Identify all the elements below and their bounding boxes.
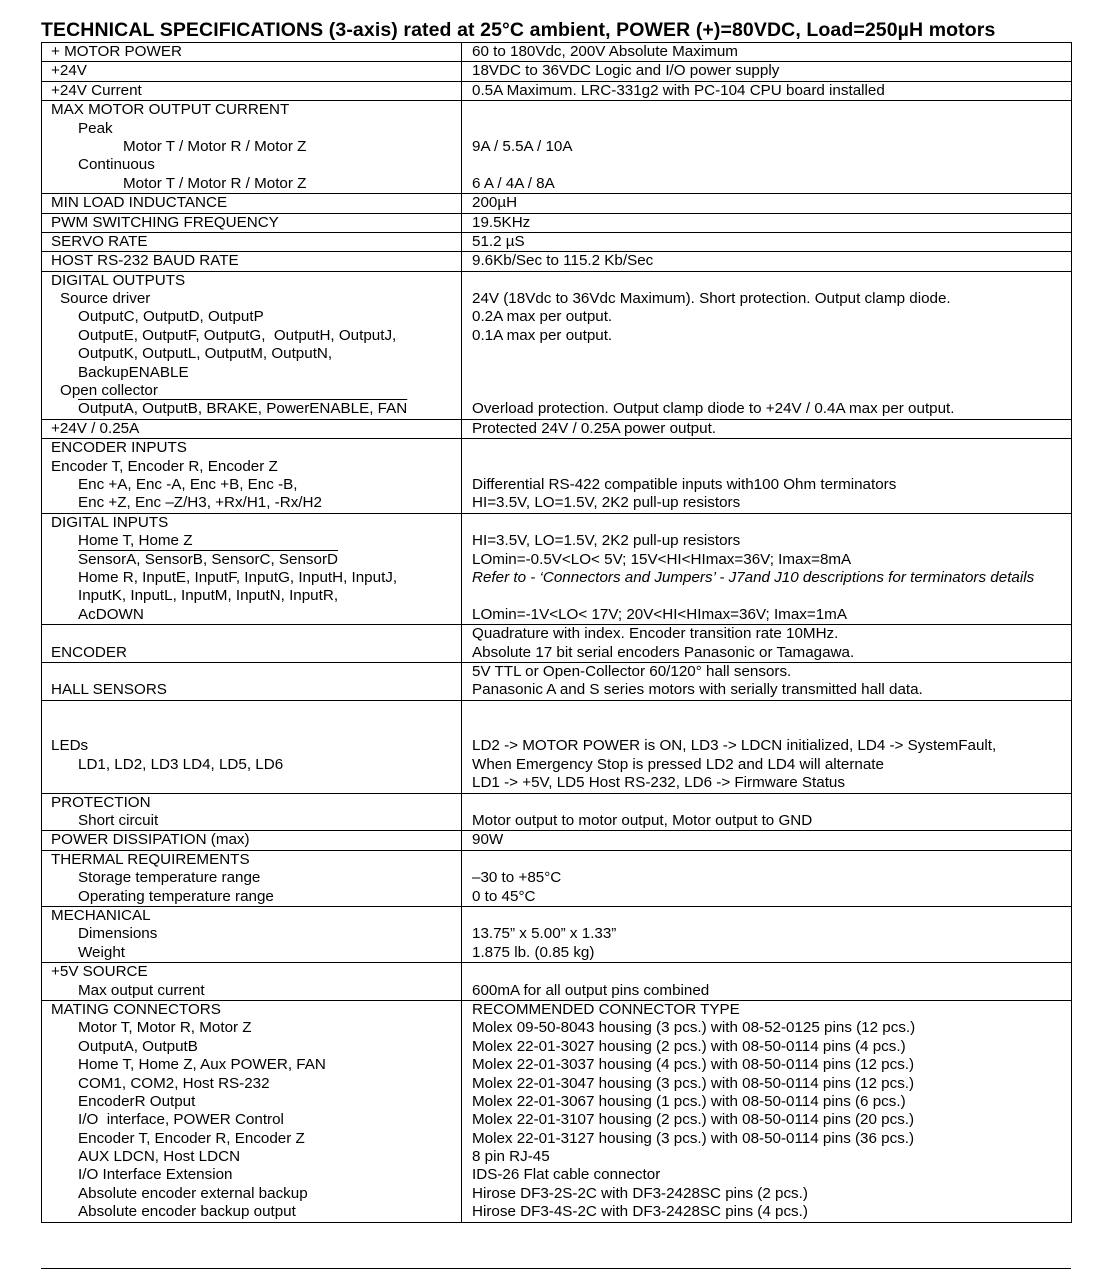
text-line xyxy=(51,869,461,887)
spec-value-cell xyxy=(462,963,1072,1001)
spec-row xyxy=(42,232,1072,251)
text-line xyxy=(51,681,461,699)
text-line xyxy=(472,458,1071,476)
parameter-line: MIN LOAD INDUCTANCE xyxy=(51,194,228,212)
value-line: 0.2A max per output. xyxy=(472,308,613,326)
parameter-line: ENCODER INPUTS xyxy=(51,439,187,457)
text-line xyxy=(472,663,1071,681)
text-line xyxy=(472,43,1071,61)
text-line xyxy=(472,101,1071,119)
parameter-line: Storage temperature range xyxy=(78,869,261,887)
text-line xyxy=(51,233,461,251)
text-line xyxy=(51,1148,461,1166)
page-title: TECHNICAL SPECIFICATIONS (3-axis) rated at 25°C ambient, POWER (+)=80VDC, Load=250µH motors xyxy=(41,19,996,41)
spec-row xyxy=(42,625,1072,663)
spec-value-cell xyxy=(462,194,1072,213)
text-line xyxy=(472,851,1071,869)
text-line xyxy=(51,1111,461,1129)
text-line xyxy=(472,514,1071,532)
parameter-line: OutputA, OutputB xyxy=(78,1037,198,1055)
text-line xyxy=(472,1093,1071,1111)
spec-parameter-cell xyxy=(42,662,462,700)
text-line xyxy=(51,701,461,719)
parameter-line: MATING CONNECTORS xyxy=(51,1000,221,1018)
parameter-line: Home T, Home Z xyxy=(78,532,193,550)
value-line: RECOMMENDED CONNECTOR TYPE xyxy=(472,1000,740,1018)
spec-parameter-cell xyxy=(42,271,462,419)
spec-parameter-cell xyxy=(42,81,462,100)
text-line xyxy=(51,737,461,755)
parameter-line: +24V Current xyxy=(51,81,142,99)
spec-value-cell xyxy=(462,43,1072,62)
text-line xyxy=(472,382,1071,400)
spec-row xyxy=(42,831,1072,850)
parameter-line: PROTECTION xyxy=(51,793,151,811)
text-line xyxy=(472,701,1071,719)
text-line xyxy=(472,569,1071,587)
text-line xyxy=(51,290,461,308)
text-line xyxy=(51,551,461,569)
parameter-line: HOST RS-232 BAUD RATE xyxy=(51,252,239,270)
value-line: Molex 22-01-3047 housing (3 pcs.) with 08-50-0114 pins (12 pcs.) xyxy=(472,1074,915,1092)
text-line xyxy=(472,1148,1071,1166)
parameter-line: Operating temperature range xyxy=(78,887,274,905)
parameter-line: ENCODER xyxy=(51,643,127,661)
spec-value-cell xyxy=(462,419,1072,438)
spec-row xyxy=(42,700,1072,793)
spec-table xyxy=(41,42,1072,1223)
spec-value-cell xyxy=(462,439,1072,514)
text-line xyxy=(472,869,1071,887)
spec-value-cell xyxy=(462,1000,1072,1222)
parameter-line: Open collector xyxy=(60,382,158,400)
spec-value-cell xyxy=(462,700,1072,793)
text-line xyxy=(472,252,1071,270)
spec-parameter-cell xyxy=(42,252,462,271)
text-line xyxy=(51,120,461,138)
parameter-line: OutputE, OutputF, OutputG, OutputH, OutputJ, xyxy=(78,326,397,344)
value-line: 9A / 5.5A / 10A xyxy=(472,137,573,155)
spec-parameter-cell xyxy=(42,213,462,232)
text-line xyxy=(51,794,461,812)
text-line xyxy=(472,907,1071,925)
value-line: 0 to 45°C xyxy=(472,887,536,905)
parameter-line: Weight xyxy=(78,943,125,961)
parameter-line: Absolute encoder external backup xyxy=(78,1184,308,1202)
text-line xyxy=(51,1038,461,1056)
text-line xyxy=(51,944,461,962)
text-line xyxy=(472,400,1071,418)
text-line xyxy=(51,907,461,925)
text-line xyxy=(472,364,1071,382)
text-line xyxy=(51,663,461,681)
text-line xyxy=(51,925,461,943)
parameter-line: AcDOWN xyxy=(78,605,144,623)
text-line xyxy=(472,214,1071,232)
text-line xyxy=(472,476,1071,494)
text-line xyxy=(51,625,461,643)
parameter-line: Short circuit xyxy=(78,812,159,830)
text-line xyxy=(51,476,461,494)
text-line xyxy=(51,606,461,624)
parameter-line: Home T, Home Z, Aux POWER, FAN xyxy=(78,1056,326,1074)
parameter-line: Absolute encoder backup output xyxy=(78,1203,296,1221)
parameter-line: +24V xyxy=(51,62,87,80)
parameter-line: MECHANICAL xyxy=(51,906,151,924)
spec-value-cell xyxy=(462,81,1072,100)
parameter-line: DIGITAL OUTPUTS xyxy=(51,271,186,289)
value-line: IDS-26 Flat cable connector xyxy=(472,1166,661,1184)
spec-parameter-cell xyxy=(42,850,462,906)
value-line: LD2 -> MOTOR POWER is ON, LD3 -> LDCN initialized, LD4 -> SystemFault, xyxy=(472,737,997,755)
value-line: 1.875 lb. (0.85 kg) xyxy=(472,943,595,961)
value-line: 8 pin RJ-45 xyxy=(472,1148,550,1166)
value-line: 19.5KHz xyxy=(472,213,531,231)
value-line: Molex 22-01-3127 housing (3 pcs.) with 08-50-0114 pins (36 pcs.) xyxy=(472,1129,915,1147)
text-line xyxy=(472,420,1071,438)
text-line xyxy=(472,644,1071,662)
spec-parameter-cell xyxy=(42,194,462,213)
parameter-line: I/O interface, POWER Control xyxy=(78,1111,284,1129)
text-line xyxy=(51,1019,461,1037)
text-line xyxy=(51,644,461,662)
text-line xyxy=(472,831,1071,849)
value-line: 18VDC to 36VDC Logic and I/O power supply xyxy=(472,62,780,80)
parameter-line: AUX LDCN, Host LDCN xyxy=(78,1148,241,1166)
text-line xyxy=(472,494,1071,512)
spec-parameter-cell xyxy=(42,625,462,663)
spec-row xyxy=(42,662,1072,700)
spec-value-cell xyxy=(462,101,1072,194)
parameter-line: DIGITAL INPUTS xyxy=(51,513,169,531)
value-line: HI=3.5V, LO=1.5V, 2K2 pull-up resistors xyxy=(472,494,741,512)
text-line xyxy=(472,62,1071,80)
text-line xyxy=(51,1093,461,1111)
text-line xyxy=(51,364,461,382)
text-line xyxy=(51,514,461,532)
spec-row xyxy=(42,439,1072,514)
spec-value-cell xyxy=(462,831,1072,850)
value-line: 90W xyxy=(472,831,504,849)
spec-parameter-cell xyxy=(42,101,462,194)
text-line xyxy=(472,439,1071,457)
spec-row xyxy=(42,62,1072,81)
parameter-line: SensorA, SensorB, SensorC, SensorD xyxy=(78,550,338,568)
value-line: Refer to - ‘Connectors and Jumpers’ - J7and J10 descriptions for terminators details xyxy=(472,568,1035,586)
text-line xyxy=(472,737,1071,755)
text-line xyxy=(472,812,1071,830)
value-line: 0.5A Maximum. LRC-331g2 with PC-104 CPU board installed xyxy=(472,81,885,99)
text-line xyxy=(51,851,461,869)
text-line xyxy=(51,252,461,270)
text-line xyxy=(472,120,1071,138)
spec-row xyxy=(42,906,1072,962)
text-line xyxy=(51,963,461,981)
text-line xyxy=(51,587,461,605)
spec-parameter-cell xyxy=(42,700,462,793)
parameter-line: +5V SOURCE xyxy=(51,963,148,981)
parameter-line: BackupENABLE xyxy=(78,363,189,381)
value-line: Differential RS-422 compatible inputs with100 Ohm terminators xyxy=(472,475,897,493)
text-line xyxy=(51,101,461,119)
parameter-line: InputK, InputL, InputM, InputN, InputR, xyxy=(78,587,339,605)
text-line xyxy=(51,82,461,100)
text-line xyxy=(51,214,461,232)
parameter-line: Motor T, Motor R, Motor Z xyxy=(78,1019,252,1037)
text-line xyxy=(472,327,1071,345)
text-line xyxy=(472,1130,1071,1148)
text-line xyxy=(51,138,461,156)
value-line: Hirose DF3-2S-2C with DF3-2428SC pins (2 pcs.) xyxy=(472,1184,808,1202)
text-line xyxy=(472,272,1071,290)
value-line: HI=3.5V, LO=1.5V, 2K2 pull-up resistors xyxy=(472,532,741,550)
value-line: 5V TTL or Open-Collector 60/120° hall sensors. xyxy=(472,662,792,680)
value-line: 9.6Kb/Sec to 115.2 Kb/Sec xyxy=(472,252,654,270)
parameter-line: Motor T / Motor R / Motor Z xyxy=(123,174,307,192)
text-line xyxy=(472,1038,1071,1056)
parameter-line: LEDs xyxy=(51,737,89,755)
spec-row xyxy=(42,1000,1072,1222)
value-line: –30 to +85°C xyxy=(472,869,562,887)
spec-value-cell xyxy=(462,850,1072,906)
value-line: Motor output to motor output, Motor output to GND xyxy=(472,812,813,830)
spec-row xyxy=(42,419,1072,438)
value-line: LOmin=-1V<LO< 17V; 20V<HI<HImax=36V; Imax=1mA xyxy=(472,605,847,623)
spec-parameter-cell xyxy=(42,439,462,514)
text-line xyxy=(472,345,1071,363)
text-line xyxy=(51,458,461,476)
parameter-line: Peak xyxy=(78,119,113,137)
text-line xyxy=(472,1203,1071,1221)
parameter-line: Enc +A, Enc -A, Enc +B, Enc -B, xyxy=(78,475,298,493)
text-line xyxy=(51,1185,461,1203)
value-line: Molex 22-01-3037 housing (4 pcs.) with 08-50-0114 pins (12 pcs.) xyxy=(472,1056,915,1074)
value-line: 24V (18Vdc to 36Vdc Maximum). Short protection. Output clamp diode. xyxy=(472,290,951,308)
text-line xyxy=(51,62,461,80)
value-line: 600mA for all output pins combined xyxy=(472,981,710,999)
text-line xyxy=(51,156,461,174)
parameter-line: POWER DISSIPATION (max) xyxy=(51,831,250,849)
spec-row xyxy=(42,213,1072,232)
value-line: 0.1A max per output. xyxy=(472,326,613,344)
parameter-line: OutputA, OutputB, BRAKE, PowerENABLE, FAN xyxy=(78,400,408,418)
parameter-line: Max output current xyxy=(78,981,205,999)
spec-value-cell xyxy=(462,252,1072,271)
spec-parameter-cell xyxy=(42,793,462,831)
text-line xyxy=(51,194,461,212)
parameter-line: PWM SWITCHING FREQUENCY xyxy=(51,213,279,231)
text-line xyxy=(51,272,461,290)
spec-value-cell xyxy=(462,625,1072,663)
text-line xyxy=(472,156,1071,174)
text-line xyxy=(472,1166,1071,1184)
parameter-line: EncoderR Output xyxy=(78,1092,196,1110)
parameter-line: Enc +Z, Enc –Z/H3, +Rx/H1, -Rx/H2 xyxy=(78,494,322,512)
parameter-line: Home R, InputE, InputF, InputG, InputH, InputJ, xyxy=(78,568,398,586)
text-line xyxy=(51,1203,461,1221)
text-line xyxy=(51,382,461,400)
text-line xyxy=(472,944,1071,962)
spec-parameter-cell xyxy=(42,513,462,624)
text-line xyxy=(51,719,461,737)
value-line: When Emergency Stop is pressed LD2 and LD4 will alternate xyxy=(472,755,884,773)
text-line xyxy=(51,1001,461,1019)
value-line: Protected 24V / 0.25A power output. xyxy=(472,419,717,437)
text-line xyxy=(472,756,1071,774)
text-line xyxy=(51,532,461,550)
text-line xyxy=(51,400,461,418)
text-line xyxy=(51,1166,461,1184)
text-line xyxy=(472,138,1071,156)
spec-row xyxy=(42,194,1072,213)
text-line xyxy=(51,982,461,1000)
spec-parameter-cell xyxy=(42,232,462,251)
parameter-line: Encoder T, Encoder R, Encoder Z xyxy=(51,457,278,475)
text-line xyxy=(472,681,1071,699)
text-line xyxy=(472,1185,1071,1203)
text-line xyxy=(51,569,461,587)
value-line: 200µH xyxy=(472,194,518,212)
spec-value-cell xyxy=(462,513,1072,624)
parameter-line: MAX MOTOR OUTPUT CURRENT xyxy=(51,101,290,119)
spec-parameter-cell xyxy=(42,1000,462,1222)
text-line xyxy=(51,756,461,774)
spec-parameter-cell xyxy=(42,831,462,850)
text-line xyxy=(472,233,1071,251)
text-line xyxy=(51,888,461,906)
text-line xyxy=(51,1056,461,1074)
text-line xyxy=(51,439,461,457)
text-line xyxy=(472,625,1071,643)
text-line xyxy=(472,794,1071,812)
text-line xyxy=(51,308,461,326)
parameter-line: + MOTOR POWER xyxy=(51,43,182,60)
text-line xyxy=(51,327,461,345)
text-line xyxy=(472,551,1071,569)
value-line: Molex 22-01-3067 housing (1 pcs.) with 08-50-0114 pins (6 pcs.) xyxy=(472,1092,906,1110)
parameter-line: HALL SENSORS xyxy=(51,681,167,699)
parameter-line: LD1, LD2, LD3 LD4, LD5, LD6 xyxy=(78,755,284,773)
spec-row xyxy=(42,101,1072,194)
text-line xyxy=(51,812,461,830)
value-line: Molex 22-01-3107 housing (2 pcs.) with 08-50-0114 pins (20 pcs.) xyxy=(472,1111,915,1129)
parameter-line: Continuous xyxy=(78,156,155,174)
value-line: 6 A / 4A / 8A xyxy=(472,174,555,192)
spec-parameter-cell xyxy=(42,963,462,1001)
spec-parameter-cell xyxy=(42,906,462,962)
parameter-line: OutputK, OutputL, OutputM, OutputN, xyxy=(78,345,333,363)
spec-row xyxy=(42,850,1072,906)
spec-value-cell xyxy=(462,62,1072,81)
text-line xyxy=(472,719,1071,737)
text-line xyxy=(472,982,1071,1000)
parameter-line: Dimensions xyxy=(78,925,158,943)
parameter-line: I/O Interface Extension xyxy=(78,1166,233,1184)
spec-row xyxy=(42,252,1072,271)
spec-value-cell xyxy=(462,213,1072,232)
text-line xyxy=(51,175,461,193)
spec-value-cell xyxy=(462,271,1072,419)
parameter-line: Motor T / Motor R / Motor Z xyxy=(123,137,307,155)
value-line: 51.2 µS xyxy=(472,232,525,250)
spec-parameter-cell xyxy=(42,43,462,62)
spec-value-cell xyxy=(462,662,1072,700)
spec-value-cell xyxy=(462,793,1072,831)
parameter-line: +24V / 0.25A xyxy=(51,419,140,437)
text-line xyxy=(472,587,1071,605)
text-line xyxy=(472,308,1071,326)
spec-row xyxy=(42,963,1072,1001)
text-line xyxy=(472,925,1071,943)
text-line xyxy=(51,345,461,363)
value-line: LOmin=-0.5V<LO< 5V; 15V<HI<HImax=36V; Imax=8mA xyxy=(472,550,852,568)
value-line: LD1 -> +5V, LD5 Host RS-232, LD6 -> Firmware Status xyxy=(472,774,845,792)
spec-parameter-cell xyxy=(42,419,462,438)
value-line: Molex 09-50-8043 housing (3 pcs.) with 08-52-0125 pins (12 pcs.) xyxy=(472,1019,916,1037)
value-line: Hirose DF3-4S-2C with DF3-2428SC pins (4 pcs.) xyxy=(472,1203,808,1221)
spec-row xyxy=(42,271,1072,419)
text-line xyxy=(472,1075,1071,1093)
text-line xyxy=(472,532,1071,550)
text-line xyxy=(472,175,1071,193)
text-line xyxy=(51,1130,461,1148)
value-line: 60 to 180Vdc, 200V Absolute Maximum xyxy=(472,43,738,60)
parameter-line: SERVO RATE xyxy=(51,232,148,250)
text-line xyxy=(51,43,461,61)
text-line xyxy=(472,1111,1071,1129)
text-line xyxy=(472,774,1071,792)
value-line: Panasonic A and S series motors with serially transmitted hall data. xyxy=(472,681,923,699)
spec-row xyxy=(42,43,1072,62)
parameter-line: Source driver xyxy=(60,290,151,308)
text-line xyxy=(51,1075,461,1093)
value-line: Molex 22-01-3027 housing (2 pcs.) with 08-50-0114 pins (4 pcs.) xyxy=(472,1037,906,1055)
spec-value-cell xyxy=(462,906,1072,962)
text-line xyxy=(472,194,1071,212)
text-line xyxy=(472,888,1071,906)
text-line xyxy=(472,606,1071,624)
parameter-line: Encoder T, Encoder R, Encoder Z xyxy=(78,1129,305,1147)
text-line xyxy=(472,1019,1071,1037)
table-bottom-rule xyxy=(41,1268,1071,1269)
text-line xyxy=(51,831,461,849)
spec-value-cell xyxy=(462,232,1072,251)
spec-row xyxy=(42,81,1072,100)
text-line xyxy=(472,290,1071,308)
spec-row xyxy=(42,513,1072,624)
text-line xyxy=(472,1056,1071,1074)
value-line: Quadrature with index. Encoder transition rate 10MHz. xyxy=(472,625,839,643)
text-line xyxy=(472,1001,1071,1019)
parameter-line: OutputC, OutputD, OutputP xyxy=(78,308,264,326)
parameter-line: THERMAL REQUIREMENTS xyxy=(51,850,250,868)
value-line: Overload protection. Output clamp diode to +24V / 0.4A max per output. xyxy=(472,400,955,418)
spec-row xyxy=(42,793,1072,831)
text-line xyxy=(472,963,1071,981)
spec-parameter-cell xyxy=(42,62,462,81)
parameter-line: COM1, COM2, Host RS-232 xyxy=(78,1074,270,1092)
value-line: 13.75” x 5.00” x 1.33” xyxy=(472,925,617,943)
text-line xyxy=(51,420,461,438)
text-line xyxy=(472,82,1071,100)
value-line: Absolute 17 bit serial encoders Panasonic or Tamagawa. xyxy=(472,643,855,661)
text-line xyxy=(51,494,461,512)
